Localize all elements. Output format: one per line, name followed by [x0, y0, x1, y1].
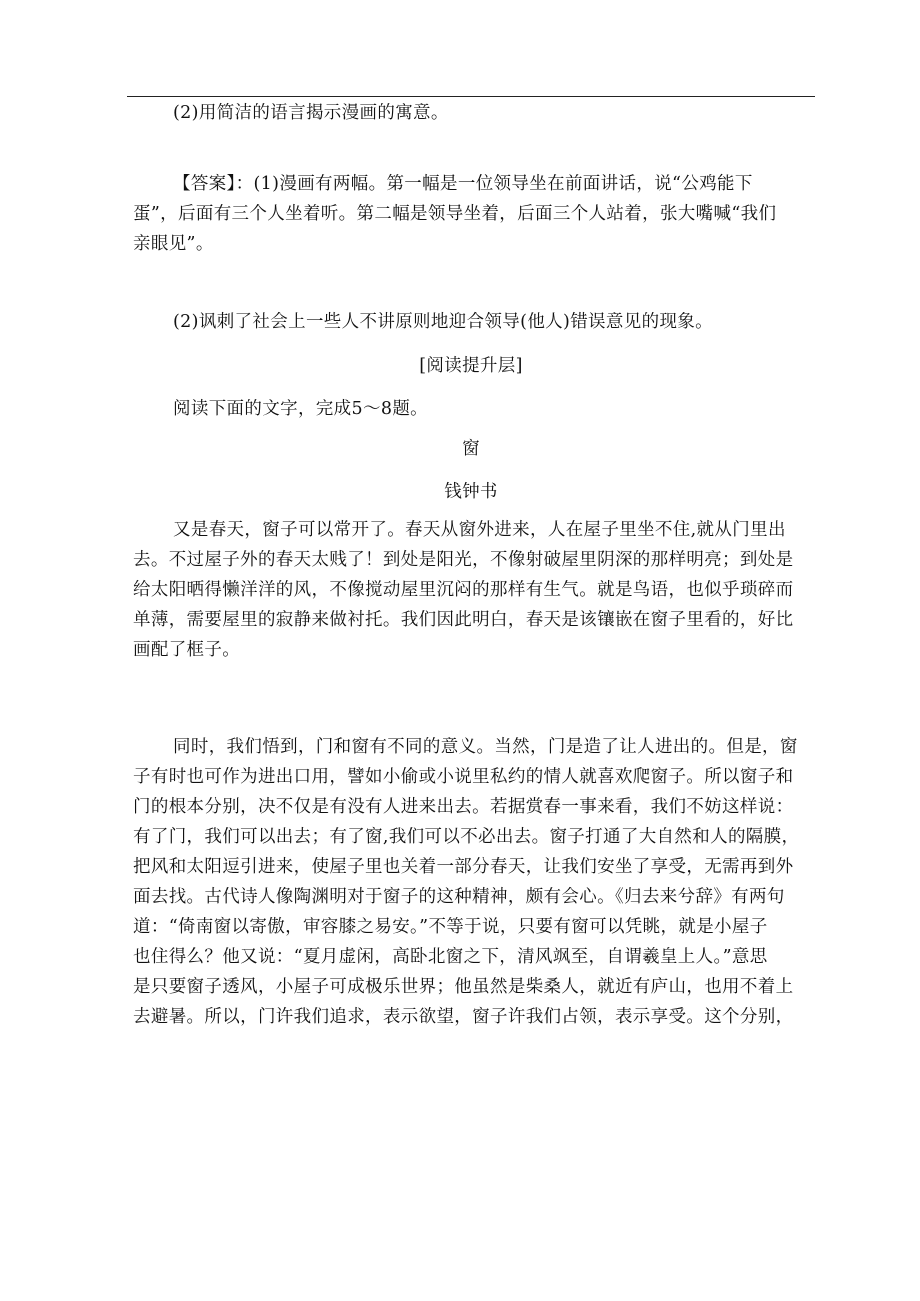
answer-part-2-text: (2)讽刺了社会上一些人不讲原则地迎合领导(他人)错误意见的现象。 [173, 312, 713, 332]
paragraph-line: 同时，我们悟到，门和窗有不同的意义。当然，门是造了让人进出的。但是，窗 [173, 737, 798, 757]
question-2-text: (2)用简洁的语言揭示漫画的寓意。 [173, 103, 449, 123]
paragraph-line: 门的根本分别，决不仅是有没有人进来出去。若据赏春一事来看，我们不妨这样说： [133, 797, 794, 817]
essay-paragraph-1 [133, 515, 815, 665]
essay-paragraph-2 [133, 732, 815, 1032]
paragraph-line: 画配了框子。 [133, 640, 241, 660]
reading-intro-text: 阅读下面的文字，完成5～8题。 [173, 399, 429, 419]
paragraph-line: 又是春天，窗子可以常开了。春天从窗外进来，人在屋子里坐不住,就从门里出 [173, 520, 786, 540]
paragraph-line: 也住得么？他又说：“夏月虚闲，高卧北窗之下，清风飒至，自谓羲皇上人。”意思 [133, 947, 768, 967]
paragraph-line: 面去找。古代诗人像陶渊明对于窗子的这种精神，颇有会心。《归去来兮辞》有两句 [133, 887, 785, 907]
answer-line-3: 亲眼见”。 [133, 234, 214, 254]
paragraph-line: 给太阳晒得懒洋洋的风，不像搅动屋里沉闷的那样有生气。就是鸟语，也似乎琐碎而 [133, 580, 794, 600]
essay-title: 窗 [462, 439, 480, 459]
paragraph-line: 是只要窗子透风，小屋子可成极乐世界；他虽然是柴桑人，就近有庐山，也用不着上 [133, 977, 794, 997]
paragraph-line: 道：“倚南窗以寄傲，审容膝之易安。”不等于说，只要有窗可以凭眺，就是小屋子 [133, 917, 768, 937]
paragraph-line: 子有时也可作为进出口用，譬如小偷或小说里私约的情人就喜欢爬窗子。所以窗子和 [133, 767, 794, 787]
paragraph-line: 有了门，我们可以出去；有了窗,我们可以不必出去。窗子打通了大自然和人的隔膜， [133, 827, 800, 847]
header-rule [127, 96, 815, 97]
answer-block [133, 169, 815, 259]
answer-label: 【答案】 [173, 174, 236, 194]
answer-line-2: 蛋”，后面有三个人坐着听。第二幅是领导坐着，后面三个人站着，张大嘴喊“我们 [133, 204, 777, 224]
paragraph-line: 去避暑。所以，门许我们追求，表示欲望，窗子许我们占领，表示享受。这个分别， [133, 1007, 794, 1027]
answer-part-2 [133, 307, 815, 337]
paragraph-line: 单薄，需要屋里的寂静来做衬托。我们因此明白，春天是该镶嵌在窗子里看的，好比 [133, 610, 794, 630]
reading-intro [133, 394, 815, 424]
question-2 [133, 98, 815, 128]
essay-author: 钱钟书 [444, 482, 498, 502]
paragraph-line: 去。不过屋子外的春天太贱了！到处是阳光，不像射破屋里阴深的那样明亮；到处是 [133, 550, 794, 570]
answer-line-1 [133, 169, 815, 199]
section-title: [阅读提升层] [419, 356, 523, 376]
paragraph-line: 把风和太阳逗引进来，使屋子里也关着一部分春天，让我们安坐了享受，无需再到外 [133, 857, 794, 877]
answer-line-1-text: ：(1)漫画有两幅。第一幅是一位领导坐在前面讲话，说“公鸡能下 [235, 174, 753, 194]
